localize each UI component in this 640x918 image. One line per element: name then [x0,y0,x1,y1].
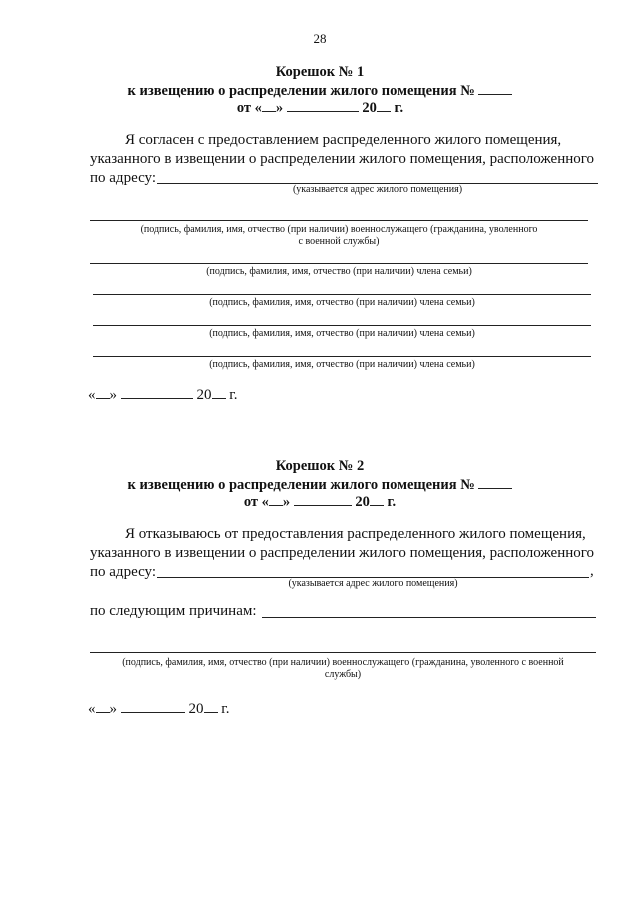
stub1-family-caption-2: (подпись, фамилия, имя, отчество (при наличии) члена семьи) [209,297,475,308]
stub1-paragraph-line2: указанного в извещении о распределении жилого помещения, расположенного [90,151,595,167]
stub2-date-month-field[interactable] [294,493,352,506]
stub1-family-caption-1: (подпись, фамилия, имя, отчество (при наличии) члена семьи) [206,266,472,277]
stub2-address-label: по адресу: [90,564,157,580]
stub2-paragraph-line2: указанного в извещении о распределении жилого помещения, расположенного [90,545,595,561]
stub1-address-caption: (указывается адрес жилого помещения) [292,184,463,195]
stub1-serviceman-caption-line1: (подпись, фамилия, имя, отчество (при наличии) военнослужащего (гражданина, уволенного [140,224,538,235]
stub1-date-month-field[interactable] [287,99,359,112]
stub1-date-day-field[interactable] [262,99,276,112]
stub2-sign-month-field[interactable] [121,700,185,713]
stub1-serviceman-signature-field[interactable] [90,220,588,221]
stub1-serviceman-caption-line2: с военной службы) [298,236,380,247]
stub2-sign-year-field[interactable] [204,700,218,713]
stub1-family-signature-field-2[interactable] [93,294,591,295]
stub1-sign-year-field[interactable] [212,386,226,399]
stub1-family-caption-3: (подпись, фамилия, имя, отчество (при наличии) члена семьи) [209,328,475,339]
stub2-paragraph-line1: Я отказываюсь от предоставления распределенного жилого помещения, [125,526,586,542]
stub2-date-day-field[interactable] [269,493,283,506]
stub2-serviceman-caption-line2: службы) [324,669,362,680]
stub1-sign-date: « » 20 г. [88,387,238,403]
stub1-notice-number-field[interactable] [478,82,512,95]
stub2-sign-date: « » 20 г. [88,701,230,717]
stub2-reasons-label: по следующим причинам: [90,603,257,619]
stub2-subtitle: к извещению о распределении жилого помещения № [0,476,640,494]
stub1-family-caption-4: (подпись, фамилия, имя, отчество (при наличии) члена семьи) [209,359,475,370]
stub1-sign-month-field[interactable] [121,386,193,399]
stub1-sign-day-field[interactable] [96,386,110,399]
stub1-address-label: по адресу: [90,170,157,186]
stub1-family-signature-field-1[interactable] [90,263,588,264]
stub2-date-year-field[interactable] [370,493,384,506]
stub2-address-comma: , [590,563,594,579]
stub2-reasons-field[interactable] [262,617,596,618]
stub2-sign-day-field[interactable] [96,700,110,713]
stub1-date: от « » 20 г. [236,100,404,116]
stub1-family-signature-field-4[interactable] [93,356,591,357]
stub1-paragraph-line1: Я согласен с предоставлением распределенного жилого помещения, [125,132,562,148]
stub2-date: от « » 20 г. [243,494,397,510]
stub2-address-caption: (указывается адрес жилого помещения) [288,578,458,589]
stub1-subtitle: к извещению о распределении жилого помещения № [0,82,640,100]
stub1-date-year-field[interactable] [377,99,391,112]
page-number: 28 [313,31,327,46]
stub1-title: Корешок № 1 [275,64,365,80]
stub2-title: Корешок № 2 [275,458,365,474]
stub1-family-signature-field-3[interactable] [93,325,591,326]
stub2-serviceman-signature-field[interactable] [90,652,596,653]
stub2-serviceman-caption-line1: (подпись, фамилия, имя, отчество (при наличии) военнослужащего (гражданина, уволенного с военной [122,657,564,668]
stub2-notice-number-field[interactable] [478,476,512,489]
